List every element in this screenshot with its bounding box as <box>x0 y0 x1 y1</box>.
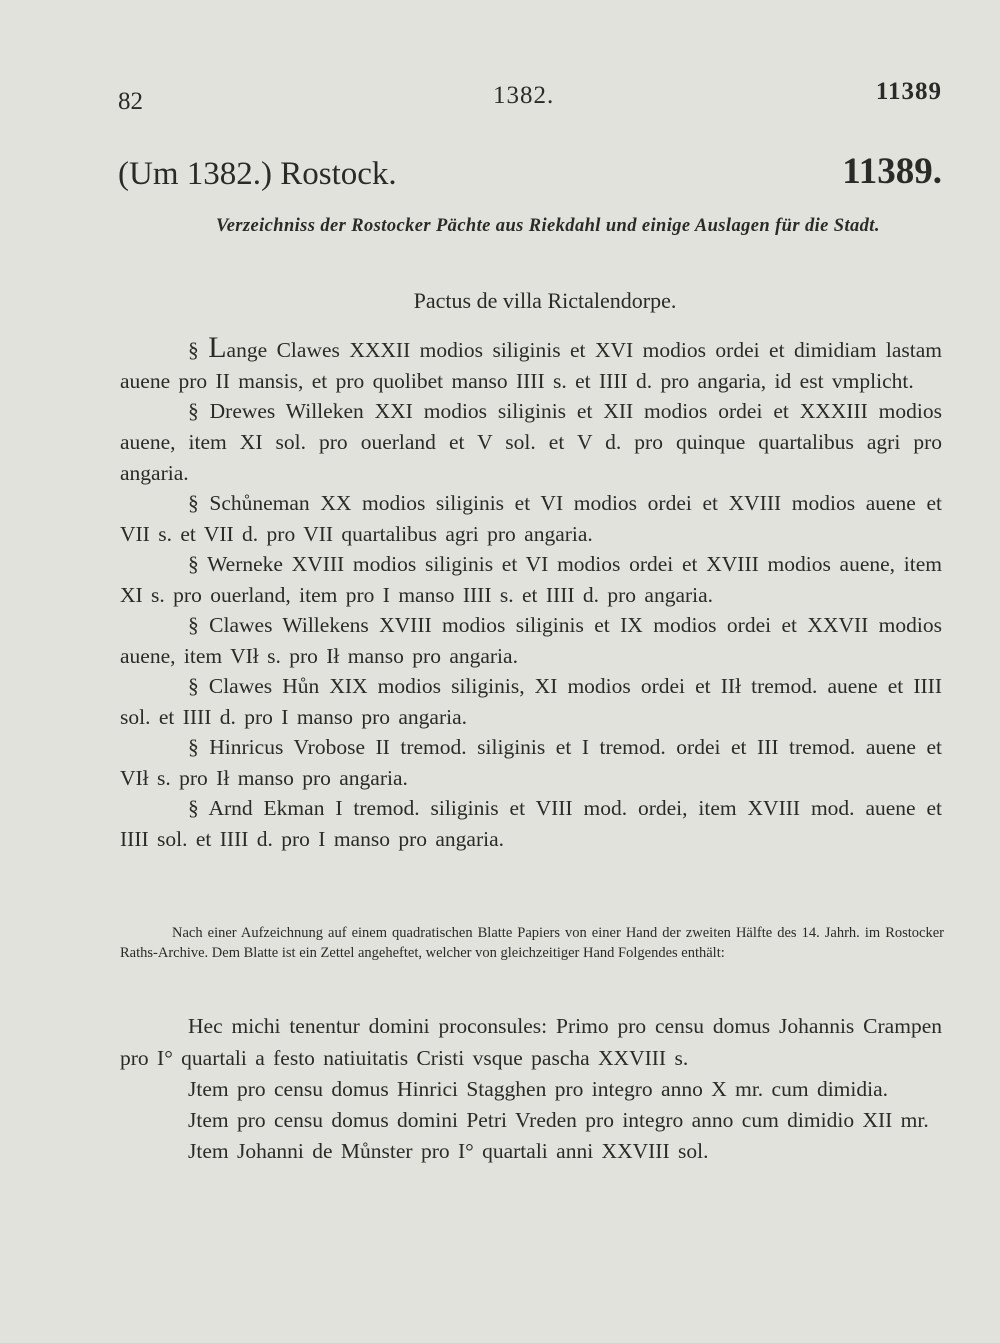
entry-paragraph: § Clawes Willekens XVIII modios siliginis et IX modios ordei et XXVII modios auene, item VIł s. pro Ił manso pro angaria. <box>120 613 942 668</box>
entry-paragraph: § Werneke XVIII modios siliginis et VI modios ordei et XVIII modios auene, item XI s. pro ouerland, item pro I manso IIII s. et IIII d. pro angaria. <box>120 552 942 607</box>
entry-paragraph: § Clawes Hůn XIX modios siliginis, XI modios ordei et IIł tremod. auene et IIII sol. et IIII d. pro I manso pro angaria. <box>120 674 942 729</box>
entry-paragraph: § Arnd Ekman I tremod. siliginis et VIII mod. ordei, item XVIII mod. auene et IIII sol. et IIII d. pro I manso pro angaria. <box>120 796 942 851</box>
entry-paragraph <box>120 332 942 397</box>
running-head <box>118 78 942 122</box>
document-title <box>118 150 942 200</box>
entries-list <box>120 332 942 854</box>
attachment-paragraph: Jtem pro censu domus domini Petri Vreden pro integro anno cum dimidio XII mr. <box>188 1108 929 1132</box>
regest-summary: Verzeichniss der Rostocker Pächte aus Riekdahl und einige Auslagen für die Stadt. <box>216 216 880 236</box>
entry-paragraph: § Schůneman XX modios siliginis et VI modios ordei et XVIII modios auene et VII s. et VII d. pro VII quartalibus agri pro angaria. <box>120 491 942 546</box>
page-number: 82 <box>118 88 143 115</box>
attachment-paragraph: Jtem pro censu domus Hinrici Stagghen pro integro anno X mr. cum dimidia. <box>188 1077 889 1101</box>
attachment-text <box>120 1010 942 1166</box>
source-note: Nach einer Aufzeichnung auf einem quadratischen Blatte Papiers von einer Hand der zweiten Hälfte des 14. Jahrh. im Rostocker Raths-Archive. Dem Blatte ist ein Zettel angeheftet, welcher von gleichzeitiger Hand Folgendes enthält: <box>120 925 944 961</box>
running-head-doc-number: 11389 <box>875 78 942 105</box>
section-heading: Pactus de villa Rictalendorpe. <box>413 288 677 313</box>
entry-text: ange Clawes XXXII modios siliginis et XVI modios ordei et dimidiam lastam auene pro II mansis, et pro quolibet manso IIII s. et IIII d. pro angaria, id est vmplicht. <box>120 338 943 393</box>
entry-mark: § <box>188 338 209 362</box>
running-head-year: 1382. <box>493 82 555 109</box>
attachment-paragraph: Hec michi tenentur domini proconsules: Primo pro censu domus Johannis Crampen pro I° quartali a festo natiuitatis Cristi vsque pascha XXVIII s. <box>120 1014 942 1070</box>
entry-paragraph: § Hinricus Vrobose II tremod. siliginis et I tremod. ordei et III tremod. auene et VIł s. pro Ił manso pro angaria. <box>120 735 942 790</box>
title-doc-number: 11389. <box>842 151 942 192</box>
attachment-paragraph: Jtem Johanni de Můnster pro I° quartali anni XXVIII sol. <box>188 1139 709 1163</box>
entry-paragraph: § Drewes Willeken XXI modios siliginis et XII modios ordei et XXXIII modios auene, item XI sol. pro ouerland et V sol. et V d. pro quinque quartalibus agri pro angaria. <box>120 399 942 485</box>
title-place-date: (Um 1382.) Rostock. <box>118 156 397 192</box>
initial-letter: L <box>208 331 227 364</box>
